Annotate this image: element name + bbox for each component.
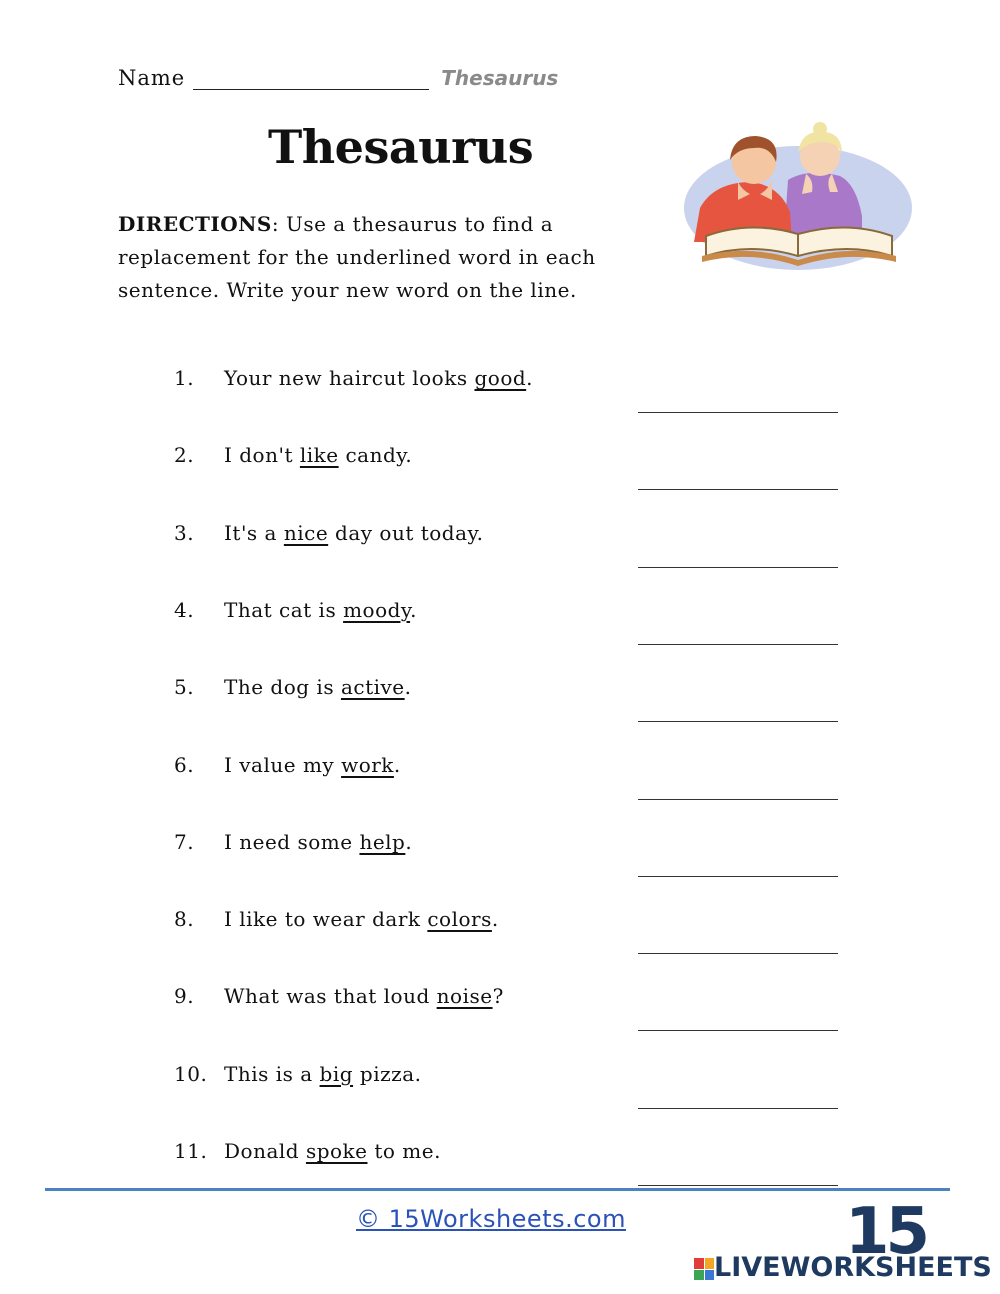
sentence-after: . bbox=[491, 907, 499, 932]
answer-input[interactable] bbox=[638, 1006, 838, 1031]
question-number: 7. bbox=[174, 829, 195, 854]
sentence-before: I like to wear dark bbox=[224, 907, 428, 932]
sentence-before: What was that loud bbox=[224, 984, 437, 1009]
sentence-after: . bbox=[393, 752, 401, 777]
sentence-before: That cat is bbox=[224, 597, 344, 622]
question-number: 10. bbox=[174, 1061, 208, 1086]
answer-input[interactable] bbox=[638, 388, 838, 413]
directions-text: : Use a thesaurus to find a replacement for the underlined word in each sentence. Write your new word on the line. bbox=[118, 212, 596, 302]
sentence-before: It's a bbox=[224, 520, 284, 545]
question-7 bbox=[174, 830, 836, 860]
sentence-before: This is a bbox=[224, 1061, 320, 1086]
answer-input[interactable] bbox=[638, 775, 838, 800]
question-number: 4. bbox=[174, 597, 195, 622]
answer-input[interactable] bbox=[638, 543, 838, 568]
question-3 bbox=[174, 521, 836, 551]
question-sentence bbox=[224, 830, 412, 854]
logo-block bbox=[694, 1258, 704, 1269]
sentence-before: The dog is bbox=[224, 675, 341, 700]
underlined-word: nice bbox=[283, 520, 329, 545]
sentence-after: to me. bbox=[367, 1139, 441, 1163]
question-sentence bbox=[224, 984, 504, 1008]
question-5 bbox=[174, 675, 836, 705]
liveworksheets-logo bbox=[690, 1195, 992, 1290]
sentence-after: . bbox=[410, 597, 417, 622]
question-sentence bbox=[224, 521, 484, 545]
sentence-after: ? bbox=[492, 984, 504, 1009]
answer-input[interactable] bbox=[638, 929, 838, 954]
sentence-after: candy. bbox=[338, 443, 413, 468]
underlined-word: like bbox=[299, 443, 339, 468]
underlined-word: noise bbox=[436, 984, 493, 1009]
underlined-word: help bbox=[359, 829, 406, 854]
sentence-before: Your new haircut looks bbox=[224, 366, 475, 390]
question-sentence bbox=[224, 907, 499, 931]
name-row bbox=[118, 60, 558, 90]
logo-number: 15 bbox=[845, 1195, 927, 1269]
footer-copyright-link[interactable]: © 15Worksheets.com bbox=[356, 1205, 626, 1233]
sentence-after: . bbox=[405, 829, 413, 854]
question-sentence bbox=[224, 366, 533, 390]
question-sentence bbox=[224, 443, 412, 467]
footer-divider bbox=[45, 1188, 950, 1191]
question-1 bbox=[174, 366, 836, 396]
directions bbox=[118, 208, 638, 307]
question-11 bbox=[174, 1139, 836, 1169]
answer-input[interactable] bbox=[638, 620, 838, 645]
sentence-before: Donald bbox=[224, 1139, 306, 1163]
directions-label: DIRECTIONS bbox=[118, 212, 272, 236]
logo-block bbox=[694, 1270, 704, 1281]
question-number: 1. bbox=[174, 366, 195, 390]
question-number: 11. bbox=[174, 1139, 208, 1163]
underlined-word: big bbox=[319, 1061, 354, 1086]
logo-text: LIVEWORKSHEETS bbox=[714, 1252, 992, 1283]
question-number: 9. bbox=[174, 984, 195, 1009]
underlined-word: active bbox=[340, 675, 405, 700]
answer-input[interactable] bbox=[638, 465, 838, 490]
logo-block bbox=[705, 1270, 715, 1281]
answer-input[interactable] bbox=[638, 852, 838, 877]
question-number: 5. bbox=[174, 675, 195, 700]
sentence-after: day out today. bbox=[328, 520, 484, 545]
header-brand-title: Thesaurus bbox=[441, 66, 559, 90]
sentence-before: I need some bbox=[224, 829, 360, 854]
question-10 bbox=[174, 1062, 836, 1092]
question-number: 6. bbox=[174, 752, 195, 777]
question-number: 8. bbox=[174, 907, 195, 932]
page-title: Thesaurus bbox=[268, 120, 534, 174]
question-sentence bbox=[224, 675, 412, 699]
kids-reading-illustration bbox=[680, 120, 912, 270]
sentence-after: . bbox=[404, 675, 412, 700]
question-6 bbox=[174, 753, 836, 783]
underlined-word: work bbox=[341, 752, 394, 777]
sentence-after: . bbox=[526, 366, 534, 390]
question-2 bbox=[174, 443, 836, 473]
question-9 bbox=[174, 984, 836, 1014]
question-sentence bbox=[224, 1062, 421, 1086]
question-number: 3. bbox=[174, 520, 195, 545]
name-label: Name bbox=[118, 66, 186, 90]
question-sentence bbox=[224, 753, 401, 777]
logo-block bbox=[705, 1258, 715, 1269]
question-number: 2. bbox=[174, 443, 195, 468]
question-4 bbox=[174, 598, 836, 628]
underlined-word: colors bbox=[427, 907, 492, 932]
answer-input[interactable] bbox=[638, 697, 838, 722]
question-sentence bbox=[224, 1139, 441, 1163]
underlined-word: good bbox=[474, 366, 527, 390]
question-8 bbox=[174, 907, 836, 937]
logo-blocks-icon bbox=[694, 1258, 714, 1280]
question-sentence bbox=[224, 598, 417, 622]
sentence-after: pizza. bbox=[353, 1061, 422, 1086]
name-input-line[interactable] bbox=[193, 69, 429, 90]
underlined-word: spoke bbox=[305, 1139, 368, 1163]
underlined-word: moody bbox=[343, 597, 411, 622]
sentence-before: I don't bbox=[224, 443, 300, 468]
answer-input[interactable] bbox=[638, 1161, 838, 1186]
sentence-before: I value my bbox=[224, 752, 342, 777]
answer-input[interactable] bbox=[638, 1084, 838, 1109]
